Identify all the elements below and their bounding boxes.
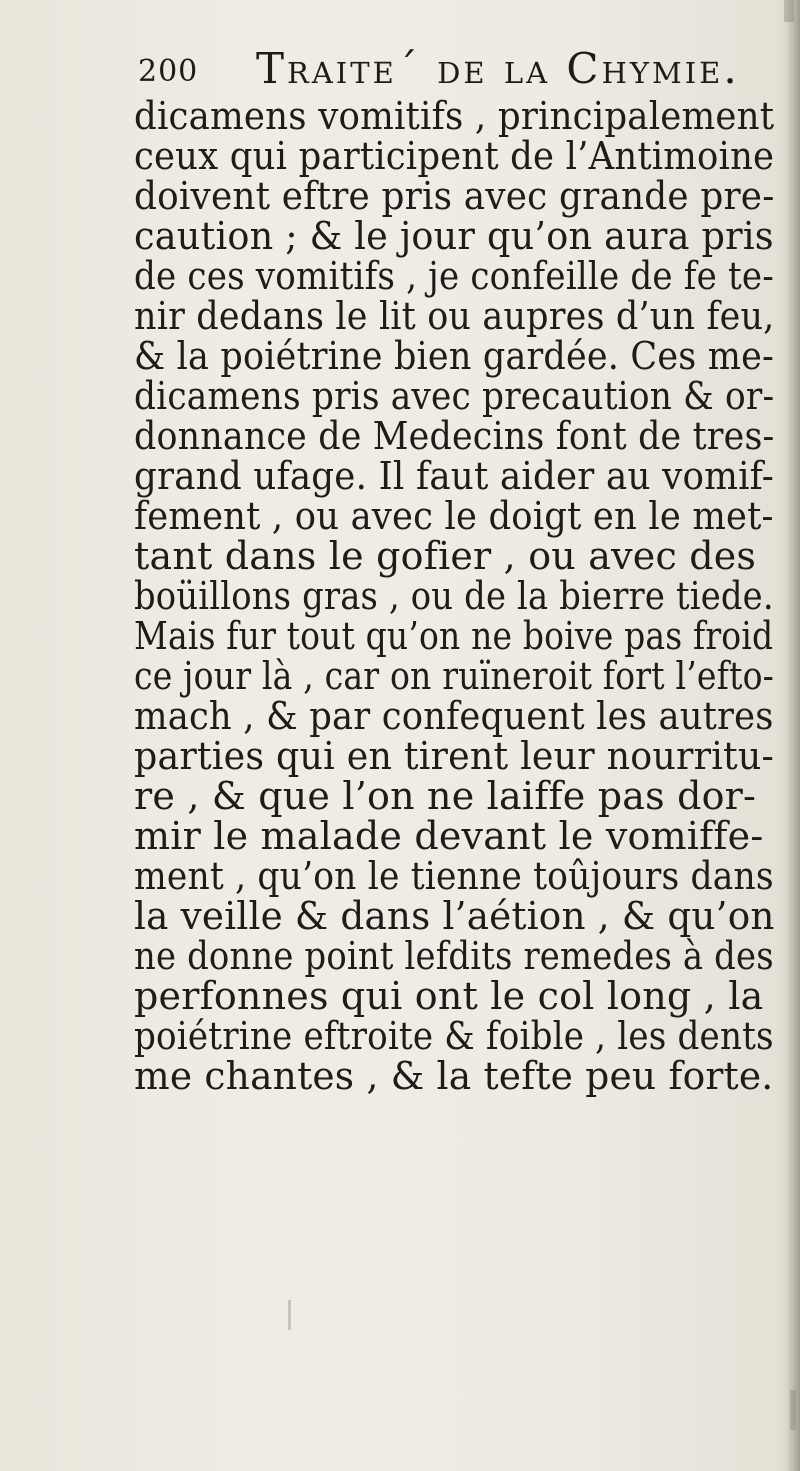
text-line: dicamens vomitifs , principalement: [134, 94, 775, 138]
running-title: Traite´ de la Chymie.: [256, 44, 740, 93]
text-line: ne donne point lefdits remedes à des: [134, 934, 774, 978]
page-number: 200: [138, 54, 199, 89]
text-line: de ces vomitifs , je confeille de fe te-: [134, 254, 775, 298]
text-line: mach , & par confequent les autres: [134, 694, 774, 738]
text-line: la veille & dans l’aétion , & qu’on: [134, 894, 775, 938]
text-line: Mais fur tout qu’on ne boive pas froid: [134, 614, 774, 658]
text-line: re , & que l’on ne laiffe pas dor-: [134, 774, 757, 818]
text-line: ce jour là , car on ruïneroit fort l’efto-: [134, 654, 775, 698]
page-blemish: [784, 0, 794, 22]
page-blemish: [790, 1390, 796, 1430]
text-line: parties qui en tirent leur nourritu-: [134, 734, 775, 778]
text-line: grand ufage. Il faut aider au vomif-: [134, 454, 775, 498]
text-line: fement , ou avec le doigt en le met-: [134, 494, 774, 538]
page-edge-shadow: [786, 0, 800, 1471]
text-line: dicamens pris avec precaution & or-: [134, 374, 775, 418]
text-line: perfonnes qui ont le col long , la: [134, 974, 764, 1018]
text-line: ment , qu’on le tienne toûjours dans: [134, 854, 774, 898]
text-line: poiétrine eftroite & foible , les dents: [134, 1014, 774, 1058]
text-line: caution ; & le jour qu’on aura pris: [134, 214, 774, 258]
text-line: nir dedans le lit ou aupres d’un feu,: [134, 294, 775, 338]
text-line: ceux qui participent de l’Antimoine: [134, 134, 775, 178]
page-header: [138, 44, 778, 94]
page-blemish: [288, 1300, 291, 1330]
text-line: boüillons gras , ou de la bierre tiede.: [134, 574, 774, 618]
text-line: doivent eftre pris avec grande pre-: [134, 174, 775, 218]
text-line: donnance de Medecins font de tres-: [134, 414, 775, 458]
text-line: & la poiétrine bien gardée. Ces me-: [134, 334, 775, 378]
text-line: me chantes , & la tefte peu forte.: [134, 1054, 774, 1098]
text-line: tant dans le gofier , ou avec des: [134, 534, 757, 578]
text-line: mir le malade devant le vomiffe-: [134, 814, 764, 858]
